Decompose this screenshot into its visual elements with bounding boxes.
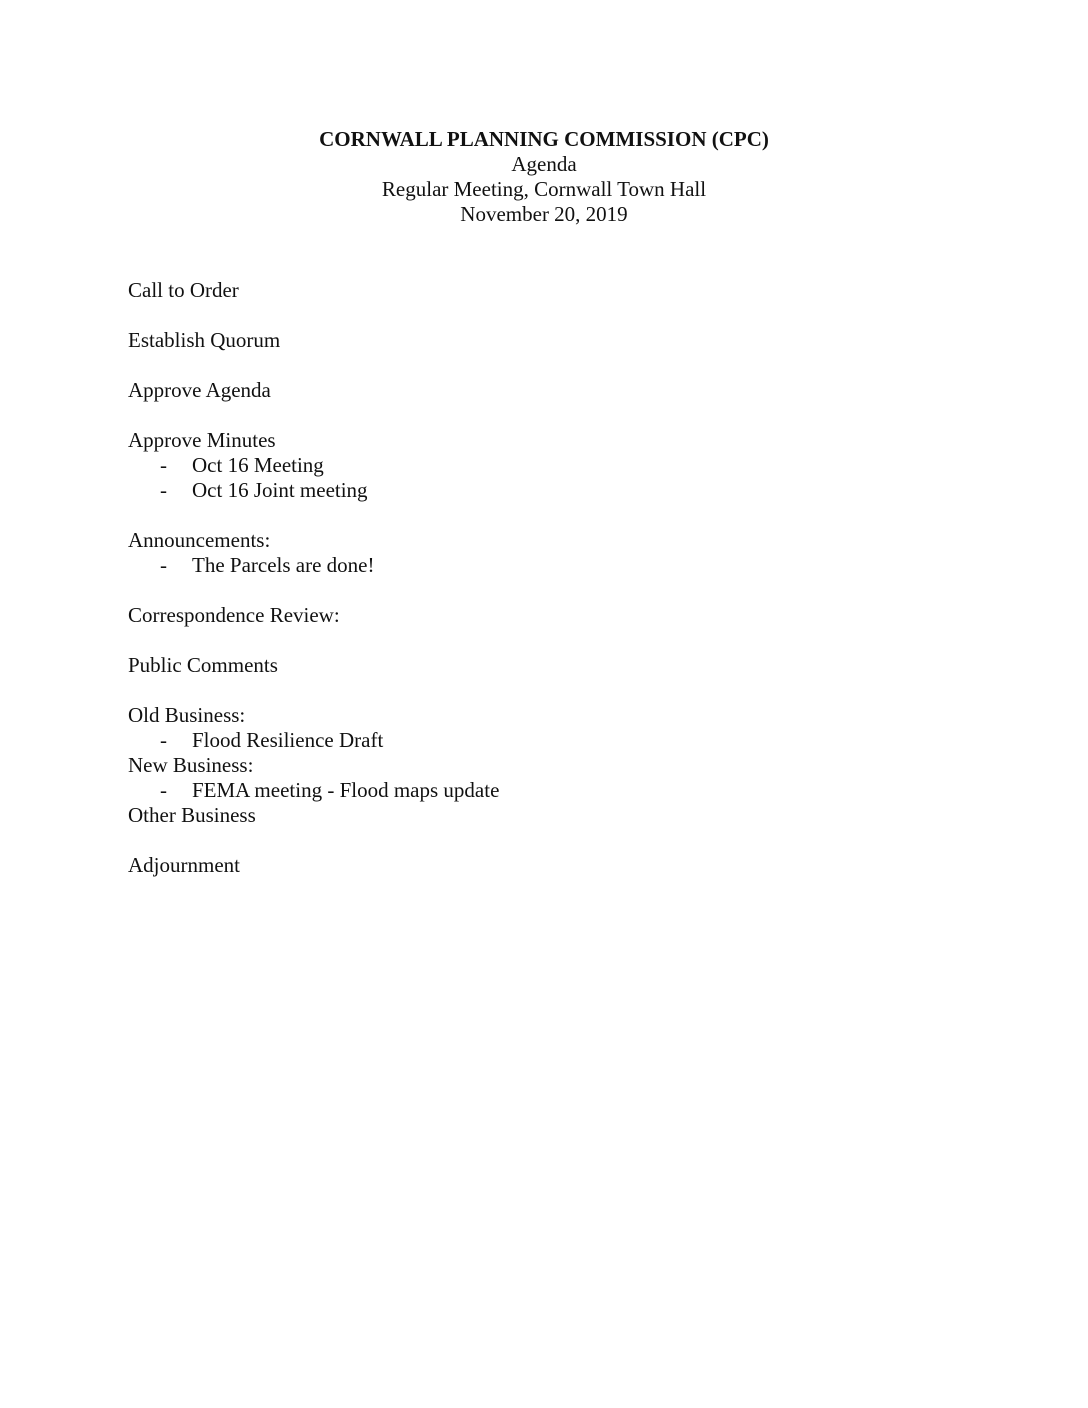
agenda-item-approve-agenda: Approve Agenda (128, 378, 271, 402)
agenda-item-correspondence-review: Correspondence Review: (128, 603, 340, 627)
list-item (128, 553, 928, 578)
sub-item-text: Oct 16 Meeting (192, 453, 324, 477)
list-item (128, 728, 928, 753)
agenda-item-announcements: Announcements: (128, 528, 271, 552)
agenda-item-establish-quorum: Establish Quorum (128, 328, 281, 352)
document-title: CORNWALL PLANNING COMMISSION (CPC) (319, 127, 769, 151)
agenda-item-adjournment: Adjournment (128, 853, 240, 877)
sub-item-text: The Parcels are done! (192, 553, 375, 577)
bullet-dash: - (160, 553, 167, 577)
sub-item-text: Oct 16 Joint meeting (192, 478, 368, 502)
agenda-item-approve-minutes: Approve Minutes (128, 428, 276, 452)
list-item (128, 478, 928, 503)
agenda-item-old-business: Old Business: (128, 703, 246, 727)
agenda-item-other-business: Other Business (128, 803, 256, 827)
agenda-body (128, 278, 928, 878)
sub-item-text: Flood Resilience Draft (192, 728, 384, 752)
agenda-item-public-comments: Public Comments (128, 653, 278, 677)
agenda-item-new-business: New Business: (128, 753, 254, 777)
bullet-dash: - (160, 453, 167, 477)
document-subtitle: Agenda (511, 152, 577, 176)
list-item (128, 453, 928, 478)
list-item (128, 778, 928, 803)
document-header (0, 127, 1088, 227)
bullet-dash: - (160, 728, 167, 752)
bullet-dash: - (160, 778, 167, 802)
sub-item-text: FEMA meeting - Flood maps update (192, 778, 500, 802)
agenda-item-call-to-order: Call to Order (128, 278, 239, 302)
bullet-dash: - (160, 478, 167, 502)
meeting-date: November 20, 2019 (460, 202, 628, 226)
meeting-location: Regular Meeting, Cornwall Town Hall (381, 177, 707, 201)
